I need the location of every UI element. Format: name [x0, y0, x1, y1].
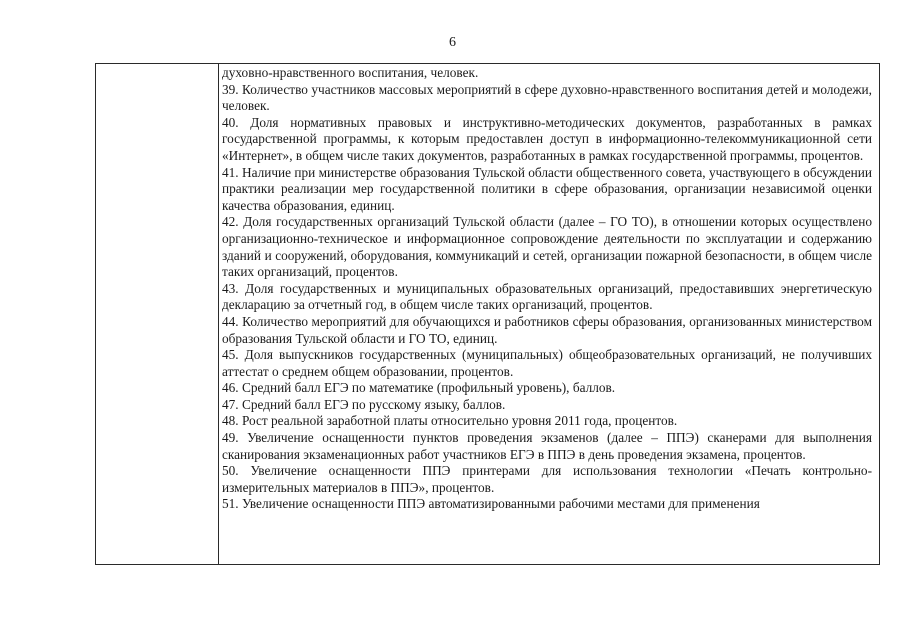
indicator-item-40: 40. Доля нормативных правовых и инструктивно-методических документов, разработанных в рамках государственной программы, к которым предоставлен доступ в информационно-телекоммуникационной сети «Интернет», в общем числе таких документов, разработанных в рамках государственной программы, процентов. — [222, 114, 872, 163]
indicator-item-45: 45. Доля выпускников государственных (муниципальных) общеобразовательных организаций, не получивших аттестат о среднем общем образовании, процентов. — [222, 347, 872, 379]
indicator-item-46: 46. Средний балл ЕГЭ по математике (профильный уровень), баллов. — [222, 380, 616, 396]
indicator-item: духовно-нравственного воспитания, человек. — [222, 65, 479, 80]
indicator-item-49: 49. Увеличение оснащенности пунктов проведения экзаменов (далее – ППЭ) сканерами для выполнения сканирования экзаменационных работ участников ЕГЭ в ППЭ в день проведения экзамена, процентов. — [222, 430, 872, 462]
indicator-item-44: 44. Количество мероприятий для обучающихся и работников сферы образования, организованных министерством образования Тульской области и ГО ТО, единиц. — [222, 313, 872, 346]
indicator-item-50: 50. Увеличение оснащенности ППЭ принтерами для использования технологии «Печать контрольно-измерительных материалов в ППЭ», процентов. — [222, 463, 872, 495]
indicator-item-47: 47. Средний балл ЕГЭ по русскому языку, баллов. — [222, 396, 506, 412]
indicator-item-39: 39. Количество участников массовых мероприятий в сфере духовно-нравственного воспитания детей и молодежи, человек. — [222, 81, 872, 114]
indicator-item-42: 42. Доля государственных организаций Тульской области (далее – ГО ТО), в отношении которых осуществлено организационно-техническое и информационное сопровождение деятельности по эксплуатации и содержанию зданий и сооружений, оборудования, коммуникаций и сетей, организации пожарной безопасности, в общем числе таких организаций, процентов. — [222, 214, 872, 280]
indicator-item-41: 41. Наличие при министерстве образования Тульской области общественного совета, участвующего в обсуждении практики реализации мер государственной политики в сфере образования, организации независимой оценки качества образования, единиц. — [222, 164, 872, 213]
table-right-column — [222, 64, 872, 564]
page-number: 6 — [449, 35, 456, 50]
indicator-table — [95, 63, 880, 565]
table-left-column — [96, 64, 219, 564]
indicator-item-48: 48. Рост реальной заработной платы относительно уровня 2011 года, процентов. — [222, 413, 678, 429]
indicator-item-43: 43. Доля государственных и муниципальных образовательных организаций, предоставивших энергетическую декларацию за отчетный год, в общем числе таких организаций, процентов. — [222, 280, 872, 313]
indicator-item-51: 51. Увеличение оснащенности ППЭ автоматизированными рабочими местами для применения — [222, 496, 760, 512]
